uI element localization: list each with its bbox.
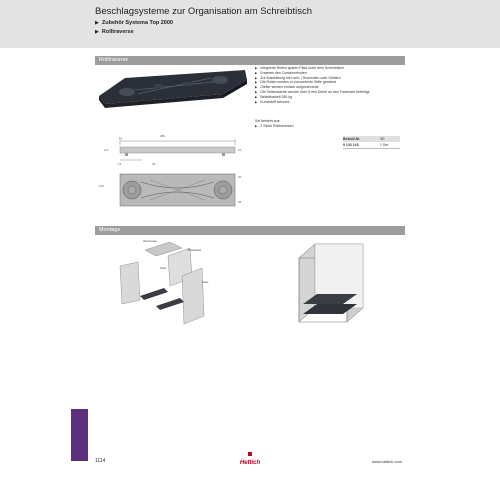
triangle-right-icon: ▶ xyxy=(95,29,99,35)
dimension-label: 20 xyxy=(238,175,242,179)
dimension-label: 11 xyxy=(119,136,123,140)
set-contents-label: Set besteht aus: xyxy=(255,119,281,123)
technical-drawing-side-view xyxy=(110,133,240,168)
section-title-product: Rolltraverse xyxy=(95,56,405,65)
set-contents-item: ▶ 2 Stück Rolltraversen xyxy=(255,124,294,128)
footer-url[interactable]: www.hettich.com xyxy=(372,459,403,464)
dimension-label: 32 xyxy=(152,162,156,166)
order-table xyxy=(343,136,400,149)
dimension-label: 116 xyxy=(99,184,104,188)
order-table-header: Bestell-Nr. VE xyxy=(343,136,400,142)
dimension-label: 35 xyxy=(238,200,242,204)
product-image-rolltraverse xyxy=(95,62,255,110)
triangle-right-icon: ▶ xyxy=(95,20,99,26)
assembled-cabinet-illustration xyxy=(285,238,375,328)
feature-item: ▶ Belastbarkeit 350 kg xyxy=(255,94,293,99)
chapter-tab xyxy=(71,409,88,461)
label-oberboden: Oberboden xyxy=(143,239,157,243)
page-number: 1114 xyxy=(95,458,106,464)
feature-item: ▶ Gleiter werden einfach aufgeschraubt xyxy=(255,85,319,90)
dimension-label: 10 xyxy=(238,148,242,152)
feature-item: ▶ Ersetzen den Containerboden xyxy=(255,70,307,75)
feature-item: ▶ Zur Ausstattung mit Lenk- / Bockrollen oder Gleitern xyxy=(255,75,341,80)
section-title-montage: Montage xyxy=(95,226,405,235)
hettich-logo xyxy=(230,452,270,466)
label-rueckwand: Rückwand xyxy=(188,248,202,252)
feature-item: ▶ Die Seitenwände werden über 8 mm Dübel an den Traversen befestigt xyxy=(255,89,370,94)
feature-item: ▶ integrierte Rollen sparen Platz unter dem Schreibtisch xyxy=(255,66,344,70)
page-title: Beschlagsysteme zur Organisation am Schreibtisch xyxy=(95,6,313,17)
breadcrumb-item-1: ▶ Zubehör Systema Top 2000 xyxy=(95,20,173,26)
feature-item: ▶ Die Rollen werden in vormontierte Stifte gesteckt xyxy=(255,80,336,85)
dimension-label: 13 xyxy=(118,162,122,166)
feature-item: ▶ Kunststoff schwarz xyxy=(255,99,290,104)
feature-list xyxy=(255,66,410,104)
label-seite-right: Seite xyxy=(202,280,209,284)
dimension-label: 380 xyxy=(160,134,166,138)
breadcrumb-item-2: ▶ Rolltraverse xyxy=(95,29,134,35)
svg-text:Hettich: Hettich xyxy=(239,460,261,466)
page-header xyxy=(0,0,500,48)
order-table-row: 9 133 143 1 Set xyxy=(343,142,400,149)
dimension-label: ø 6 xyxy=(104,148,109,152)
technical-drawing-top-view xyxy=(110,172,240,210)
label-seite-left: Seite xyxy=(160,266,167,270)
